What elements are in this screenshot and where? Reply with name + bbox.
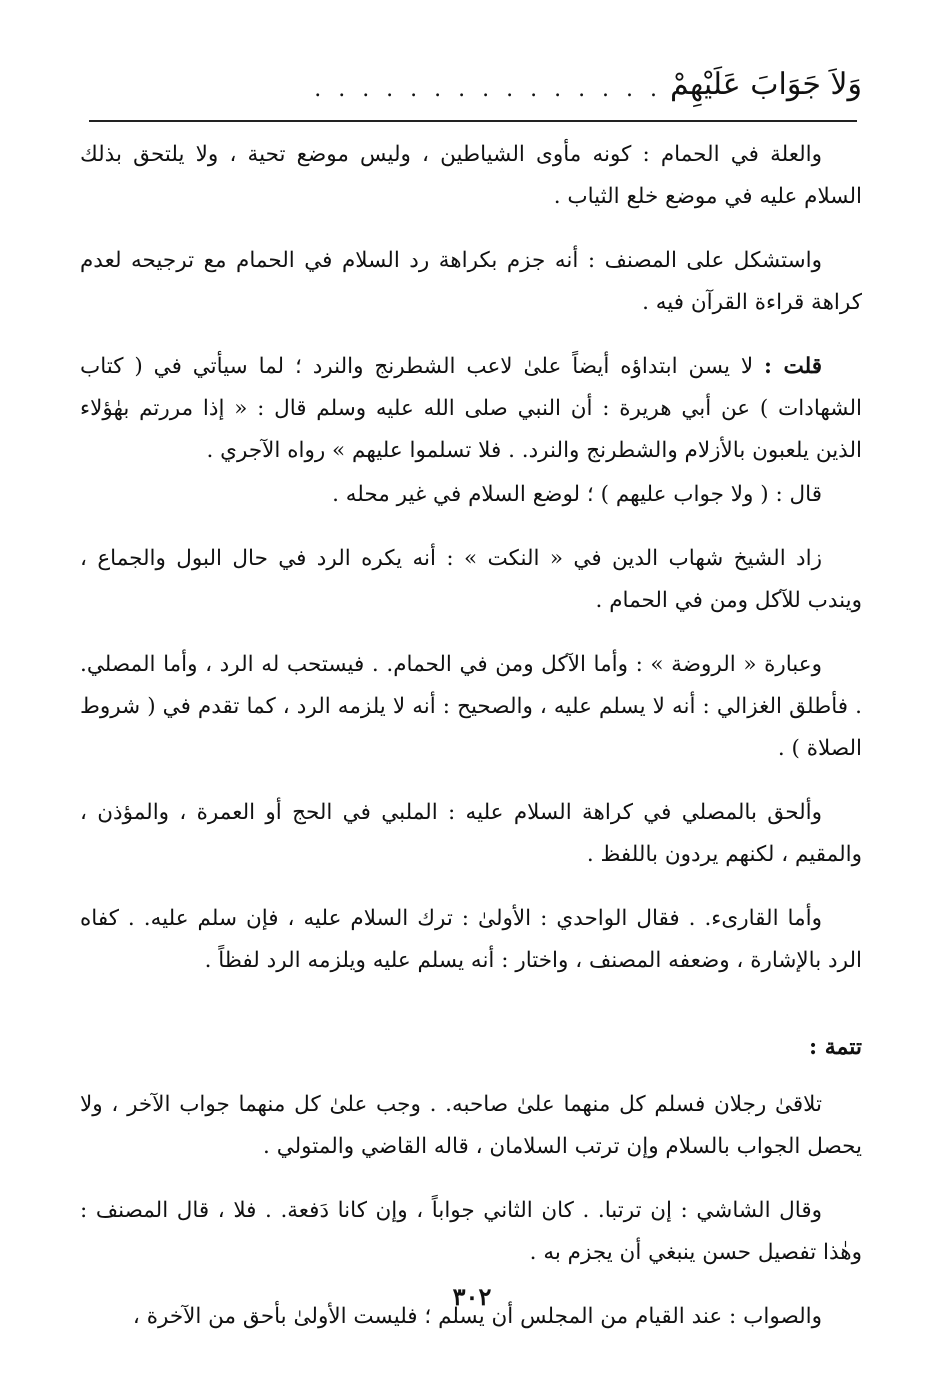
paragraph-text: وأما القارىء. . فقال الواحدي : الأولىٰ : ترك السلام عليه ، فإن سلم عليه. . كفاه الرد بالإشارة ، وضعفه المصنف ، واختار : أنه يسلم عليه ويلزمه الرد لفظاً . <box>80 906 862 973</box>
paragraph <box>80 792 862 876</box>
paragraph-text: وقال الشاشي : إن ترتبا. . كان الثاني جواباً ، وإن كانا دَفعة. . فلا ، قال المصنف : وهٰذا تفصيل حسن ينبغي أن يجزم به . <box>80 1198 862 1265</box>
paragraph-text: والصواب : عند القيام من المجلس أن يسلم ؛ فليست الأولىٰ بأحق من الآخرة ، <box>132 1304 822 1329</box>
page-number: ٣٠٢ <box>452 1282 492 1311</box>
section-heading: تتمة : <box>808 1034 862 1060</box>
paragraph-text: قال : ( ولا جواب عليهم ) ؛ لوضع السلام في غير محله . <box>332 482 822 507</box>
paragraph-text: زاد الشيخ شهاب الدين في « النكت » : أنه يكره الرد في حال البول والجماع ، ويندب للآكل ومن في الحمام . <box>80 546 862 613</box>
header-rule <box>89 120 857 122</box>
paragraph <box>80 240 862 324</box>
paragraph-text: لا يسن ابتداؤه أيضاً علىٰ لاعب الشطرنج والنرد ؛ لما سيأتي في ( كتاب الشهادات ) عن أبي هريرة : أن النبي صلى الله عليه وسلم قال : « إذا مررتم بهٰؤلاء الذين يلعبون بالأزلام والشطرنج والنرد. . فلا تسلموا عليهم » رواه الآجري . <box>80 354 862 463</box>
paragraph-lead: قلت : <box>764 354 822 379</box>
paragraph-text: واستشكل على المصنف : أنه جزم بكراهة رد السلام في الحمام مع ترجيحه لعدم كراهة قراءة القرآن فيه . <box>80 248 862 315</box>
paragraph <box>80 1190 862 1274</box>
running-header <box>80 52 862 102</box>
paragraph <box>80 1084 862 1168</box>
paragraph <box>80 898 862 982</box>
page-body <box>80 134 862 1340</box>
paragraph <box>80 346 862 472</box>
running-header-dots: . . . . . . . . . . . . . . . <box>314 77 663 102</box>
paragraph <box>80 538 862 622</box>
paragraph-text: وألحق بالمصلي في كراهة السلام عليه : الملبي في الحج أو العمرة ، والمؤذن ، والمقيم ، لكنهم يردون باللفظ . <box>80 800 862 867</box>
paragraph-text: تلاقىٰ رجلان فسلم كل منهما علىٰ صاحبه. . وجب علىٰ كل منهما جواب الآخر ، ولا يحصل الجواب بالسلام وإن ترتب السلامان ، قاله القاضي والمتولي . <box>80 1092 862 1159</box>
paragraph <box>80 134 862 218</box>
paragraph <box>80 474 862 516</box>
running-header-title: وَلاَ جَوَابَ عَلَيْهِمْ <box>670 67 862 102</box>
paragraph-text: وعبارة « الروضة » : وأما الآكل ومن في الحمام. . فيستحب له الرد ، وأما المصلي. . فأطلق الغزالي : أنه لا يسلم عليه ، والصحيح : أنه لا يلزمه الرد ، كما تقدم في ( شروط الصلاة ) . <box>80 652 862 761</box>
paragraph <box>80 644 862 770</box>
paragraph-text: والعلة في الحمام : كونه مأوى الشياطين ، وليس موضع تحية ، ولا يلتحق بذلك السلام عليه في موضع خلع الثياب . <box>80 142 862 209</box>
